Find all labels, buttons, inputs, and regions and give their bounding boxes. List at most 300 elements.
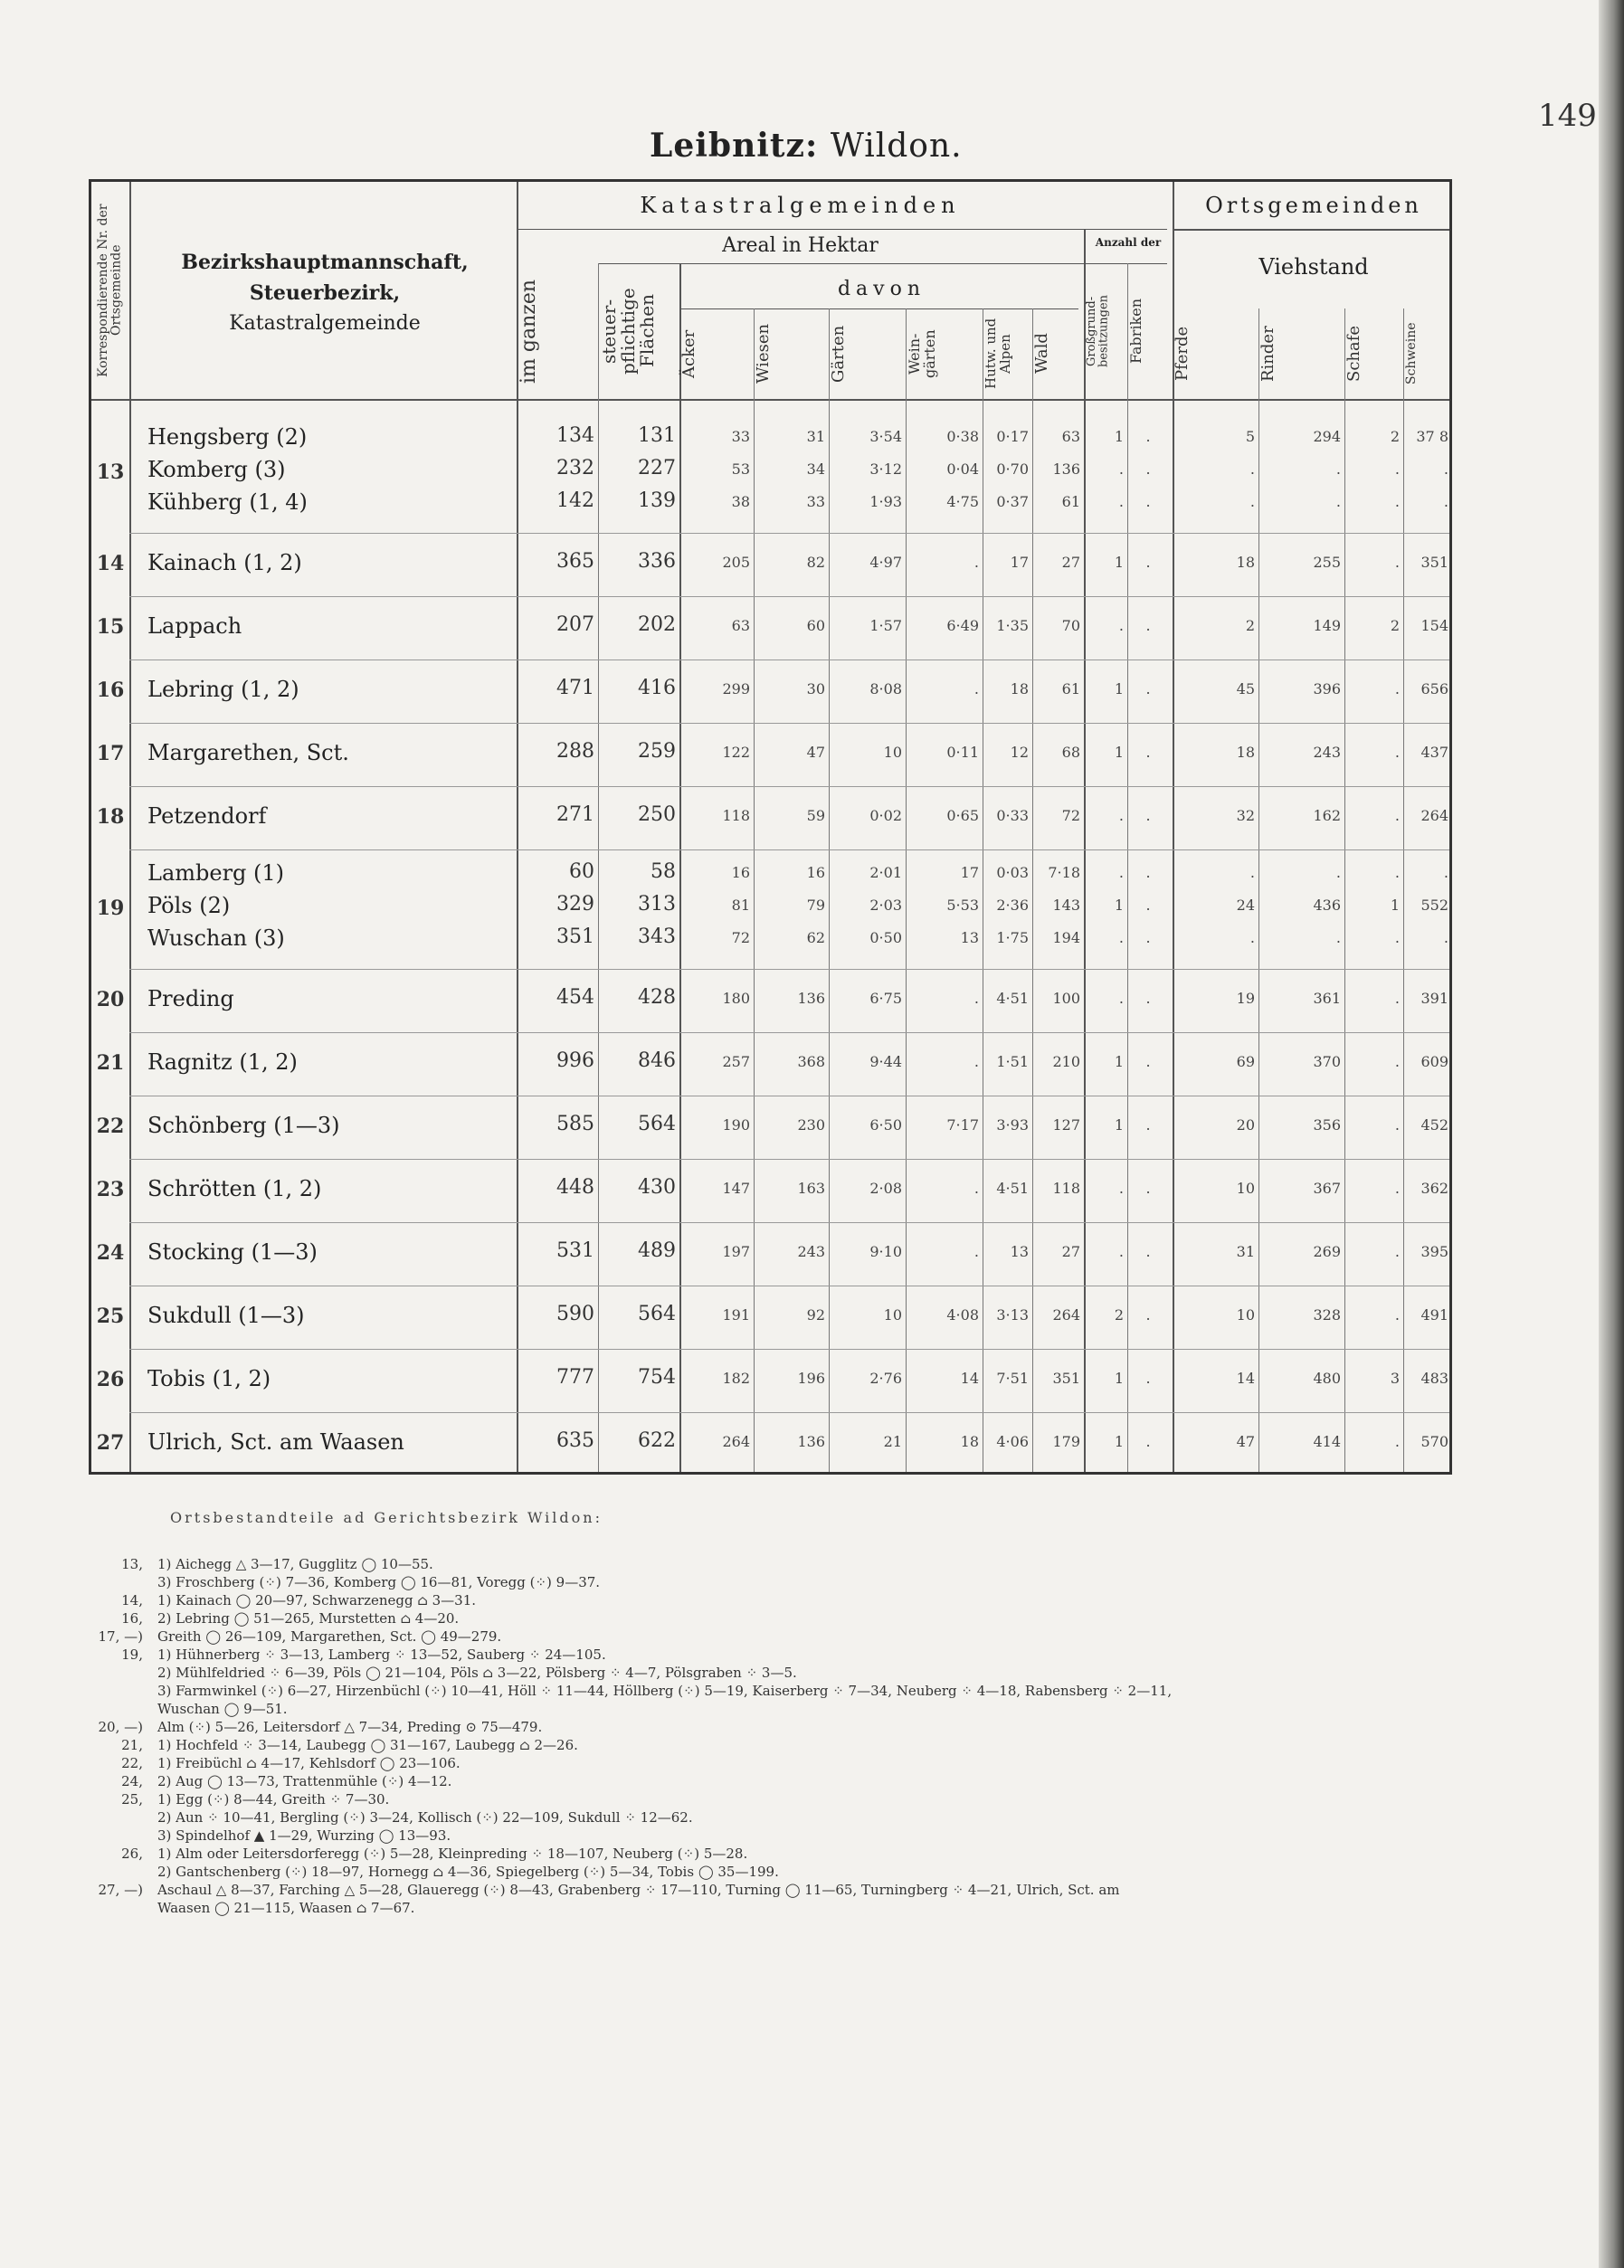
footnote-text: 2) Gantschenberg (⁘) 18—97, Hornegg ⌂ 4—36, Spiegelberg (⁘) 5—34, Tobis ◯ 35—199. [157, 1864, 779, 1880]
cell-pferde: . [1249, 460, 1255, 478]
cell-hutw: 7·51 [996, 1370, 1029, 1387]
footnote-text: 3) Spindelhof ▲ 1—29, Wurzing ◯ 13—93. [157, 1827, 451, 1844]
row-number: 14 [96, 552, 125, 575]
cell-wein: . [973, 554, 979, 571]
cell-wein: . [973, 1243, 979, 1260]
cell-gaerten: 2·03 [869, 897, 902, 914]
cell-fabr: . [1145, 428, 1151, 445]
cell-steuer: 139 [638, 489, 676, 512]
footnote-text: Wuschan ◯ 9—51. [157, 1701, 288, 1717]
running-head-district: Leibnitz: [650, 127, 819, 165]
cell-hutw: 0·33 [996, 807, 1029, 824]
cell-ganzen: 134 [556, 424, 594, 447]
cell-aecker: 299 [722, 680, 750, 697]
cell-ganzen: 448 [556, 1176, 594, 1199]
cell-wiesen: 79 [806, 897, 825, 914]
cell-pferde: 2 [1245, 617, 1255, 634]
katastralgemeinde-name: Petzendorf [147, 803, 267, 829]
footnote-text: 1) Egg (⁘) 8—44, Greith ⁘ 7—30. [157, 1791, 390, 1808]
footnote-key: 25, [121, 1791, 143, 1808]
cell-wald: 143 [1052, 897, 1080, 914]
cell-schweine: 37 8 [1416, 428, 1448, 445]
header-wald: Wald [1032, 333, 1051, 375]
cell-schafe: . [1394, 1306, 1400, 1324]
cell-schafe: . [1394, 1116, 1400, 1134]
row-number: 25 [96, 1305, 125, 1328]
cell-gross: 1 [1114, 1116, 1124, 1134]
footnote-text: 1) Hühnerberg ⁘ 3—13, Lamberg ⁘ 13—52, Sauberg ⁘ 24—105. [157, 1646, 606, 1663]
cell-pferde: 20 [1236, 1116, 1255, 1134]
cell-pferde: 5 [1245, 428, 1255, 445]
header-steuer: steuer-pflichtige Flächen [598, 288, 658, 375]
cell-ganzen: 288 [556, 740, 594, 763]
cell-gaerten: 8·08 [869, 680, 902, 697]
rule-header-bottom [91, 399, 1449, 401]
cell-schafe: . [1394, 1243, 1400, 1260]
row-number: 18 [96, 805, 125, 829]
cell-wald: 136 [1052, 460, 1080, 478]
katastralgemeinde-name: Lamberg (1) [147, 860, 285, 886]
cell-ganzen: 365 [556, 550, 594, 573]
rule-katastral [517, 229, 1167, 230]
cell-ganzen: 471 [556, 677, 594, 699]
cell-fabr: . [1145, 1433, 1151, 1450]
header-wiesen: Wiesen [754, 323, 773, 384]
cell-schafe: 2 [1390, 617, 1400, 634]
cell-wein: . [973, 1180, 979, 1197]
cell-ganzen: 351 [556, 925, 594, 948]
cell-ganzen: 531 [556, 1239, 594, 1262]
cell-schafe: . [1394, 554, 1400, 571]
cell-wiesen: 243 [797, 1243, 825, 1260]
cell-rinder: 396 [1313, 680, 1341, 697]
footnote-key: 24, [121, 1773, 143, 1789]
header-schafe: Schafe [1344, 325, 1363, 383]
cell-schweine: 437 [1420, 744, 1448, 761]
cell-wald: 61 [1061, 493, 1080, 510]
cell-hutw: 13 [1010, 1243, 1029, 1260]
cell-fabr: . [1145, 1116, 1151, 1134]
cell-wald: 351 [1052, 1370, 1080, 1387]
cell-wald: 100 [1052, 990, 1080, 1007]
cell-wald: 194 [1052, 929, 1080, 946]
cell-fabr: . [1145, 1370, 1151, 1387]
cell-gaerten: 21 [883, 1433, 902, 1450]
cell-wiesen: 196 [797, 1370, 825, 1387]
cell-rinder: 294 [1313, 428, 1341, 445]
rule-col-5 [754, 308, 755, 1472]
footnote-key: 17, —) [98, 1628, 143, 1645]
cell-pferde: 24 [1236, 897, 1255, 914]
cell-gaerten: 6·50 [869, 1116, 902, 1134]
rule-col-13 [1258, 308, 1259, 1472]
cell-aecker: 190 [722, 1116, 750, 1134]
cell-wald: 27 [1061, 554, 1080, 571]
cell-hutw: 18 [1010, 680, 1029, 697]
cell-gross: . [1118, 1180, 1124, 1197]
cell-rinder: . [1335, 460, 1341, 478]
cell-fabr: . [1145, 929, 1151, 946]
katastralgemeinde-name: Margarethen, Sct. [147, 740, 349, 765]
cell-aecker: 191 [722, 1306, 750, 1324]
cell-pferde: 18 [1236, 554, 1255, 571]
cell-steuer: 564 [638, 1303, 676, 1325]
cell-schweine: 351 [1420, 554, 1448, 571]
cell-ganzen: 142 [556, 489, 594, 512]
header-ortsgemeinden: Ortsgemeinden [1205, 193, 1422, 218]
cell-schafe: 3 [1390, 1370, 1400, 1387]
footnote-key: 19, [121, 1646, 143, 1663]
katastralgemeinde-name: Komberg (3) [147, 457, 286, 482]
cell-gross: 1 [1114, 744, 1124, 761]
header-aecker: Äcker [679, 329, 698, 378]
footnote-text: Alm (⁘) 5—26, Leitersdorf △ 7—34, Preding ⊙ 75—479. [157, 1719, 543, 1735]
cell-pferde: 32 [1236, 807, 1255, 824]
cell-fabr: . [1145, 864, 1151, 881]
cell-aecker: 38 [731, 493, 750, 510]
rule-areal [598, 263, 1167, 264]
header-rinder: Rinder [1258, 326, 1277, 382]
cell-ganzen: 232 [556, 457, 594, 479]
cell-aecker: 257 [722, 1053, 750, 1070]
header-bezirk-line3: Katastralgemeinde [229, 312, 421, 335]
cell-aecker: 122 [722, 744, 750, 761]
footnote-text: 1) Aichegg △ 3—17, Gugglitz ◯ 10—55. [157, 1556, 433, 1572]
katastralgemeinde-name: Kühberg (1, 4) [147, 489, 308, 515]
cell-gaerten: 2·01 [869, 864, 902, 881]
footnote-text: Aschaul △ 8—37, Farching △ 5—28, Glaueregg (⁘) 8—43, Grabenberg ⁘ 17—110, Turning ◯ 11—65, Turningberg ⁘ 4—21, Ulrich, Sct. am [157, 1882, 1120, 1898]
header-katastral: Katastralgemeinden [640, 193, 961, 218]
katastralgemeinde-name: Sukdull (1—3) [147, 1303, 305, 1328]
cell-schafe: . [1394, 864, 1400, 881]
footnote-text: 1) Freibüchl ⌂ 4—17, Kehlsdorf ◯ 23—106. [157, 1755, 461, 1771]
row-number: 24 [96, 1241, 125, 1265]
cell-aecker: 53 [731, 460, 750, 478]
cell-rinder: . [1335, 929, 1341, 946]
rule-col-6 [829, 308, 830, 1472]
cell-ganzen: 585 [556, 1113, 594, 1135]
footnote-text: 3) Froschberg (⁘) 7—36, Komberg ◯ 16—81, Voregg (⁘) 9—37. [157, 1574, 601, 1590]
cell-rinder: 480 [1313, 1370, 1341, 1387]
cell-schweine: 491 [1420, 1306, 1448, 1324]
katastralgemeinde-name: Lebring (1, 2) [147, 677, 299, 702]
cell-wein: 13 [960, 929, 979, 946]
rule-davon [679, 308, 1078, 309]
cell-schweine: 483 [1420, 1370, 1448, 1387]
cell-schafe: . [1394, 929, 1400, 946]
katastralgemeinde-name: Tobis (1, 2) [147, 1366, 271, 1391]
cell-wein: 7·17 [946, 1116, 979, 1134]
cell-steuer: 58 [651, 860, 676, 883]
cell-schweine: 552 [1420, 897, 1448, 914]
cell-aecker: 118 [722, 807, 750, 824]
header-im-ganzen: im ganzen [518, 279, 540, 384]
cell-hutw: 4·06 [996, 1433, 1029, 1450]
rule-col-14 [1344, 308, 1345, 1472]
cell-wein: . [973, 990, 979, 1007]
katastralgemeinde-name: Kainach (1, 2) [147, 550, 302, 575]
cell-fabr: . [1145, 807, 1151, 824]
cell-wiesen: 136 [797, 990, 825, 1007]
cell-schafe: 1 [1390, 897, 1400, 914]
cell-schafe: 2 [1390, 428, 1400, 445]
cell-wiesen: 59 [806, 807, 825, 824]
header-grossgrund: Großgrund-besitzungen [1085, 294, 1111, 368]
cell-aecker: 182 [722, 1370, 750, 1387]
katastralgemeinde-name: Ulrich, Sct. am Waasen [147, 1429, 404, 1455]
katastralgemeinde-name: Stocking (1—3) [147, 1239, 318, 1265]
cell-schafe: . [1394, 990, 1400, 1007]
cell-rinder: 414 [1313, 1433, 1341, 1450]
cell-aecker: 81 [731, 897, 750, 914]
footnote-key: 22, [121, 1755, 143, 1771]
cell-aecker: 72 [731, 929, 750, 946]
cell-wein: 17 [960, 864, 979, 881]
cell-schafe: . [1394, 493, 1400, 510]
cell-rinder: 356 [1313, 1116, 1341, 1134]
cell-wein: 0·38 [946, 428, 979, 445]
footnote-key: 13, [121, 1556, 143, 1572]
cell-wiesen: 31 [806, 428, 825, 445]
row-separator [129, 1412, 1449, 1413]
cell-fabr: . [1145, 744, 1151, 761]
cell-schafe: . [1394, 1433, 1400, 1450]
footnote-text: Greith ◯ 26—109, Margarethen, Sct. ◯ 49—279. [157, 1628, 502, 1645]
header-weingaerten: Wein-gärten [906, 329, 938, 378]
cell-schweine: . [1443, 929, 1448, 946]
row-number: 26 [96, 1368, 125, 1391]
cell-gaerten: 6·75 [869, 990, 902, 1007]
footnote-text: 2) Aug ◯ 13—73, Trattenmühle (⁘) 4—12. [157, 1773, 452, 1789]
cell-rinder: 162 [1313, 807, 1341, 824]
row-number: 27 [96, 1431, 125, 1455]
cell-wald: 68 [1061, 744, 1080, 761]
cell-wald: 63 [1061, 428, 1080, 445]
cell-wein: . [973, 1053, 979, 1070]
cell-gross: . [1118, 617, 1124, 634]
page-number: 149 [1538, 98, 1597, 134]
footnote-text: 2) Aun ⁘ 10—41, Bergling (⁘) 3—24, Kollisch (⁘) 22—109, Sukdull ⁘ 12—62. [157, 1809, 693, 1826]
cell-gaerten: 9·10 [869, 1243, 902, 1260]
cell-ganzen: 271 [556, 803, 594, 826]
page-edge-shadow [1599, 0, 1624, 2268]
cell-hutw: 0·37 [996, 493, 1029, 510]
cell-pferde: 10 [1236, 1180, 1255, 1197]
cell-wein: 4·08 [946, 1306, 979, 1324]
cell-gaerten: 0·50 [869, 929, 902, 946]
cell-wein: 0·04 [946, 460, 979, 478]
cell-gaerten: 10 [883, 1306, 902, 1324]
katastralgemeinde-name: Preding [147, 986, 234, 1011]
header-hutweiden: Hutw. und Alpen [983, 318, 1013, 390]
cell-schweine: 154 [1420, 617, 1448, 634]
cell-steuer: 313 [638, 893, 676, 916]
cell-fabr: . [1145, 1306, 1151, 1324]
cell-fabr: . [1145, 460, 1151, 478]
header-korrespondierende: Korrespondierende Nr. der Ortsgemeinde [96, 204, 124, 377]
cell-steuer: 250 [638, 803, 676, 826]
katastralgemeinde-name: Wuschan (3) [147, 925, 285, 951]
cell-wein: 0·65 [946, 807, 979, 824]
rule-col-7 [906, 308, 907, 1472]
cell-rinder: 361 [1313, 990, 1341, 1007]
cell-pferde: . [1249, 493, 1255, 510]
cell-schweine: 362 [1420, 1180, 1448, 1197]
cell-gross: . [1118, 929, 1124, 946]
row-separator [129, 533, 1449, 534]
cell-aecker: 63 [731, 617, 750, 634]
cell-gaerten: 0·02 [869, 807, 902, 824]
cell-steuer: 430 [638, 1176, 676, 1199]
row-separator [129, 1032, 1449, 1033]
cell-ganzen: 590 [556, 1303, 594, 1325]
row-separator [129, 1222, 1449, 1223]
cell-schweine: . [1443, 493, 1448, 510]
cell-gaerten: 9·44 [869, 1053, 902, 1070]
cell-pferde: 47 [1236, 1433, 1255, 1450]
cell-rinder: 243 [1313, 744, 1341, 761]
cell-aecker: 205 [722, 554, 750, 571]
cell-ganzen: 207 [556, 613, 594, 636]
cell-gaerten: 2·76 [869, 1370, 902, 1387]
cell-wald: 179 [1052, 1433, 1080, 1450]
cell-ganzen: 329 [556, 893, 594, 916]
cell-gaerten: 1·57 [869, 617, 902, 634]
footnote-text: Waasen ◯ 21—115, Waasen ⌂ 7—67. [157, 1900, 415, 1916]
cell-wiesen: 16 [806, 864, 825, 881]
cell-gross: . [1118, 807, 1124, 824]
cell-rinder: 367 [1313, 1180, 1341, 1197]
cell-rinder: 370 [1313, 1053, 1341, 1070]
cell-schafe: . [1394, 680, 1400, 697]
cell-hutw: 17 [1010, 554, 1029, 571]
cell-wiesen: 92 [806, 1306, 825, 1324]
cell-aecker: 16 [731, 864, 750, 881]
cell-pferde: 18 [1236, 744, 1255, 761]
katastralgemeinde-name: Hengsberg (2) [147, 424, 308, 450]
cell-fabr: . [1145, 990, 1151, 1007]
cell-wiesen: 30 [806, 680, 825, 697]
footnote-text: 1) Alm oder Leitersdorferegg (⁘) 5—28, Kleinpreding ⁘ 18—107, Neuberg (⁘) 5—28. [157, 1846, 748, 1862]
cell-pferde: . [1249, 864, 1255, 881]
header-areal: Areal in Hektar [722, 234, 878, 257]
cell-steuer: 564 [638, 1113, 676, 1135]
cell-pferde: . [1249, 929, 1255, 946]
cell-wiesen: 47 [806, 744, 825, 761]
cell-schafe: . [1394, 1053, 1400, 1070]
cell-schweine: 609 [1420, 1053, 1448, 1070]
cell-rinder: . [1335, 864, 1341, 881]
cell-ganzen: 454 [556, 986, 594, 1009]
row-separator [129, 723, 1449, 724]
cell-wiesen: 136 [797, 1433, 825, 1450]
cell-steuer: 489 [638, 1239, 676, 1262]
row-separator [129, 786, 1449, 787]
cell-rinder: 149 [1313, 617, 1341, 634]
footnote-text: 1) Kainach ◯ 20—97, Schwarzenegg ⌂ 3—31. [157, 1592, 477, 1608]
cell-aecker: 33 [731, 428, 750, 445]
cell-gross: 1 [1114, 1370, 1124, 1387]
cell-schweine: 570 [1420, 1433, 1448, 1450]
cell-schafe: . [1394, 460, 1400, 478]
row-separator [129, 1159, 1449, 1160]
running-head [650, 127, 963, 165]
cell-wiesen: 163 [797, 1180, 825, 1197]
cell-hutw: 12 [1010, 744, 1029, 761]
cell-gaerten: 1·93 [869, 493, 902, 510]
row-separator [129, 969, 1449, 970]
statistics-table [89, 179, 1452, 1475]
row-number: 19 [96, 897, 125, 920]
rule-ortsgemeinden [1173, 229, 1449, 231]
row-number: 20 [96, 988, 125, 1011]
cell-steuer: 416 [638, 677, 676, 699]
cell-gross: . [1118, 493, 1124, 510]
cell-wald: 61 [1061, 680, 1080, 697]
row-number: 13 [96, 460, 125, 484]
cell-ganzen: 60 [569, 860, 594, 883]
cell-wiesen: 368 [797, 1053, 825, 1070]
cell-gross: 1 [1114, 897, 1124, 914]
cell-aecker: 197 [722, 1243, 750, 1260]
cell-aecker: 180 [722, 990, 750, 1007]
cell-pferde: 14 [1236, 1370, 1255, 1387]
footnote-key: 20, —) [98, 1719, 143, 1735]
cell-hutw: 1·75 [996, 929, 1029, 946]
footnote-text: 1) Hochfeld ⁘ 3—14, Laubegg ◯ 31—167, Laubegg ⌂ 2—26. [157, 1737, 578, 1753]
cell-gaerten: 10 [883, 744, 902, 761]
cell-steuer: 336 [638, 550, 676, 573]
cell-wiesen: 60 [806, 617, 825, 634]
cell-schweine: . [1443, 460, 1448, 478]
cell-gaerten: 3·54 [869, 428, 902, 445]
footnote-key: 16, [121, 1610, 143, 1627]
footnotes-heading: Ortsbestandteile ad Gerichtsbezirk Wildon: [170, 1509, 603, 1526]
cell-wein: 4·75 [946, 493, 979, 510]
cell-hutw: 2·36 [996, 897, 1029, 914]
cell-ganzen: 635 [556, 1429, 594, 1452]
cell-rinder: 269 [1313, 1243, 1341, 1260]
cell-schafe: . [1394, 807, 1400, 824]
header-schweine: Schweine [1404, 322, 1419, 385]
cell-ganzen: 996 [556, 1049, 594, 1072]
cell-hutw: 4·51 [996, 1180, 1029, 1197]
header-pferde: Pferde [1173, 326, 1192, 382]
footnote-text: 2) Mühlfeldried ⁘ 6—39, Pöls ◯ 21—104, Pöls ⌂ 3—22, Pölsberg ⁘ 4—7, Pölsgraben ⁘ 3—5. [157, 1665, 797, 1681]
footnote-key: 14, [121, 1592, 143, 1608]
row-number: 16 [96, 679, 125, 702]
cell-gross: . [1118, 864, 1124, 881]
cell-fabr: . [1145, 1243, 1151, 1260]
cell-rinder: 436 [1313, 897, 1341, 914]
cell-hutw: 4·51 [996, 990, 1029, 1007]
cell-rinder: 328 [1313, 1306, 1341, 1324]
cell-ganzen: 777 [556, 1366, 594, 1389]
cell-steuer: 259 [638, 740, 676, 763]
cell-fabr: . [1145, 1053, 1151, 1070]
katastralgemeinde-name: Ragnitz (1, 2) [147, 1049, 298, 1075]
cell-wiesen: 33 [806, 493, 825, 510]
header-bezirk-line2: Steuerbezirk, [249, 281, 401, 305]
rule-col-15 [1403, 308, 1404, 1472]
cell-hutw: 3·13 [996, 1306, 1029, 1324]
cell-pferde: 31 [1236, 1243, 1255, 1260]
cell-hutw: 1·51 [996, 1053, 1029, 1070]
cell-hutw: 0·17 [996, 428, 1029, 445]
cell-hutw: 1·35 [996, 617, 1029, 634]
cell-steuer: 202 [638, 613, 676, 636]
cell-wald: 127 [1052, 1116, 1080, 1134]
